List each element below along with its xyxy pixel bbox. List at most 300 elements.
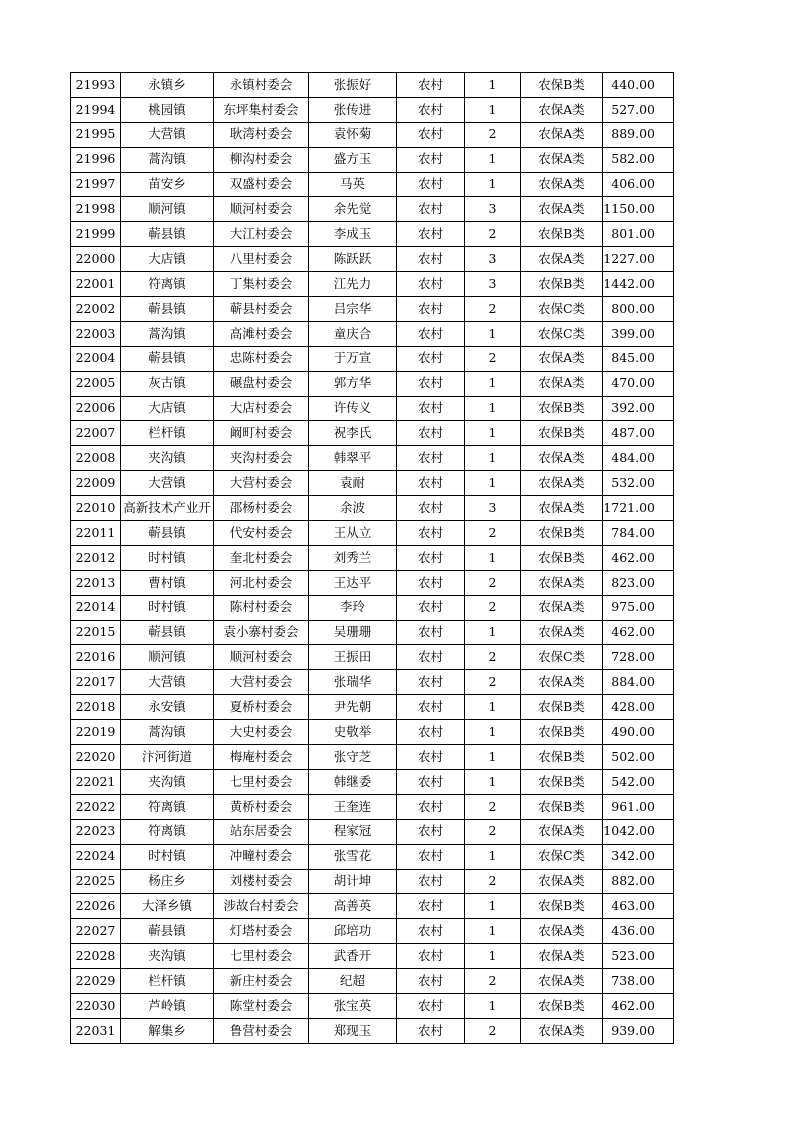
table-row xyxy=(71,122,674,147)
town-cell: 蕲县镇 xyxy=(121,620,214,645)
village-committee-cell: 高滩村委会 xyxy=(214,321,309,346)
record-id-cell: 22012 xyxy=(71,545,121,570)
insurance-category-cell: 农保C类 xyxy=(521,297,603,322)
records-table xyxy=(70,72,674,1044)
village-committee-cell: 八里村委会 xyxy=(214,247,309,272)
household-count-cell: 1 xyxy=(465,894,521,919)
household-type-cell: 农村 xyxy=(397,944,465,969)
household-type-cell: 农村 xyxy=(397,819,465,844)
table-row xyxy=(71,73,674,98)
record-id-cell: 22011 xyxy=(71,521,121,546)
person-name-cell: 郭方华 xyxy=(309,371,397,396)
table-row xyxy=(71,645,674,670)
person-name-cell: 王奎连 xyxy=(309,794,397,819)
record-id-cell: 21994 xyxy=(71,97,121,122)
amount-cell: 1042.00 xyxy=(603,819,674,844)
person-name-cell: 张瑞华 xyxy=(309,670,397,695)
household-count-cell: 1 xyxy=(465,97,521,122)
amount-cell: 342.00 xyxy=(603,844,674,869)
town-cell: 时村镇 xyxy=(121,595,214,620)
household-count-cell: 1 xyxy=(465,919,521,944)
record-id-cell: 21999 xyxy=(71,222,121,247)
village-committee-cell: 永镇村委会 xyxy=(214,73,309,98)
town-cell: 苗安乡 xyxy=(121,172,214,197)
insurance-category-cell: 农保A类 xyxy=(521,147,603,172)
household-type-cell: 农村 xyxy=(397,969,465,994)
household-type-cell: 农村 xyxy=(397,844,465,869)
person-name-cell: 郑现玉 xyxy=(309,1018,397,1043)
insurance-category-cell: 农保A类 xyxy=(521,869,603,894)
table-row xyxy=(71,471,674,496)
town-cell: 符离镇 xyxy=(121,819,214,844)
amount-cell: 463.00 xyxy=(603,894,674,919)
household-count-cell: 1 xyxy=(465,147,521,172)
record-id-cell: 21997 xyxy=(71,172,121,197)
village-committee-cell: 夹沟村委会 xyxy=(214,446,309,471)
insurance-category-cell: 农保B类 xyxy=(521,272,603,297)
insurance-category-cell: 农保A类 xyxy=(521,570,603,595)
amount-cell: 523.00 xyxy=(603,944,674,969)
village-committee-cell: 邵杨村委会 xyxy=(214,496,309,521)
village-committee-cell: 阚町村委会 xyxy=(214,421,309,446)
amount-cell: 527.00 xyxy=(603,97,674,122)
record-id-cell: 22006 xyxy=(71,396,121,421)
amount-cell: 738.00 xyxy=(603,969,674,994)
household-type-cell: 农村 xyxy=(397,545,465,570)
amount-cell: 1721.00 xyxy=(603,496,674,521)
insurance-category-cell: 农保A类 xyxy=(521,97,603,122)
insurance-category-cell: 农保B类 xyxy=(521,396,603,421)
record-id-cell: 22018 xyxy=(71,695,121,720)
town-cell: 时村镇 xyxy=(121,844,214,869)
person-name-cell: 史敬举 xyxy=(309,720,397,745)
record-id-cell: 22004 xyxy=(71,346,121,371)
household-count-cell: 2 xyxy=(465,595,521,620)
village-committee-cell: 奎北村委会 xyxy=(214,545,309,570)
table-row xyxy=(71,969,674,994)
village-committee-cell: 双盛村委会 xyxy=(214,172,309,197)
person-name-cell: 盛方玉 xyxy=(309,147,397,172)
amount-cell: 440.00 xyxy=(603,73,674,98)
household-type-cell: 农村 xyxy=(397,745,465,770)
household-count-cell: 2 xyxy=(465,1018,521,1043)
town-cell: 夹沟镇 xyxy=(121,769,214,794)
insurance-category-cell: 农保A类 xyxy=(521,471,603,496)
table-row xyxy=(71,371,674,396)
insurance-category-cell: 农保B类 xyxy=(521,545,603,570)
amount-cell: 462.00 xyxy=(603,993,674,1018)
amount-cell: 728.00 xyxy=(603,645,674,670)
village-committee-cell: 七里村委会 xyxy=(214,769,309,794)
amount-cell: 542.00 xyxy=(603,769,674,794)
table-row xyxy=(71,172,674,197)
person-name-cell: 童庆合 xyxy=(309,321,397,346)
record-id-cell: 22028 xyxy=(71,944,121,969)
household-count-cell: 1 xyxy=(465,545,521,570)
household-count-cell: 2 xyxy=(465,297,521,322)
household-type-cell: 农村 xyxy=(397,222,465,247)
table-row xyxy=(71,919,674,944)
household-type-cell: 农村 xyxy=(397,446,465,471)
amount-cell: 582.00 xyxy=(603,147,674,172)
town-cell: 符离镇 xyxy=(121,272,214,297)
table-row xyxy=(71,222,674,247)
town-cell: 大营镇 xyxy=(121,670,214,695)
household-count-cell: 1 xyxy=(465,844,521,869)
town-cell: 高新技术产业开 xyxy=(121,496,214,521)
record-id-cell: 22014 xyxy=(71,595,121,620)
table-row xyxy=(71,993,674,1018)
table-row xyxy=(71,496,674,521)
insurance-category-cell: 农保B类 xyxy=(521,794,603,819)
table-row xyxy=(71,446,674,471)
amount-cell: 961.00 xyxy=(603,794,674,819)
household-count-cell: 1 xyxy=(465,446,521,471)
town-cell: 栏杆镇 xyxy=(121,969,214,994)
household-count-cell: 1 xyxy=(465,944,521,969)
table-row xyxy=(71,944,674,969)
record-id-cell: 22025 xyxy=(71,869,121,894)
household-type-cell: 农村 xyxy=(397,97,465,122)
amount-cell: 784.00 xyxy=(603,521,674,546)
amount-cell: 490.00 xyxy=(603,720,674,745)
household-type-cell: 农村 xyxy=(397,595,465,620)
village-committee-cell: 黄桥村委会 xyxy=(214,794,309,819)
amount-cell: 975.00 xyxy=(603,595,674,620)
amount-cell: 462.00 xyxy=(603,545,674,570)
amount-cell: 484.00 xyxy=(603,446,674,471)
town-cell: 蕲县镇 xyxy=(121,297,214,322)
household-count-cell: 2 xyxy=(465,670,521,695)
record-id-cell: 22019 xyxy=(71,720,121,745)
village-committee-cell: 夏桥村委会 xyxy=(214,695,309,720)
person-name-cell: 许传义 xyxy=(309,396,397,421)
village-committee-cell: 鲁营村委会 xyxy=(214,1018,309,1043)
insurance-category-cell: 农保B类 xyxy=(521,73,603,98)
household-count-cell: 2 xyxy=(465,222,521,247)
household-type-cell: 农村 xyxy=(397,645,465,670)
household-count-cell: 3 xyxy=(465,197,521,222)
town-cell: 芦岭镇 xyxy=(121,993,214,1018)
person-name-cell: 张宝英 xyxy=(309,993,397,1018)
household-count-cell: 1 xyxy=(465,172,521,197)
household-type-cell: 农村 xyxy=(397,919,465,944)
town-cell: 大营镇 xyxy=(121,122,214,147)
person-name-cell: 高善英 xyxy=(309,894,397,919)
insurance-category-cell: 农保A类 xyxy=(521,944,603,969)
insurance-category-cell: 农保A类 xyxy=(521,919,603,944)
household-count-cell: 2 xyxy=(465,969,521,994)
household-count-cell: 1 xyxy=(465,471,521,496)
insurance-category-cell: 农保B类 xyxy=(521,745,603,770)
table-row xyxy=(71,346,674,371)
amount-cell: 1227.00 xyxy=(603,247,674,272)
record-id-cell: 22023 xyxy=(71,819,121,844)
village-committee-cell: 大史村委会 xyxy=(214,720,309,745)
person-name-cell: 张振好 xyxy=(309,73,397,98)
town-cell: 蒿沟镇 xyxy=(121,147,214,172)
village-committee-cell: 耿湾村委会 xyxy=(214,122,309,147)
village-committee-cell: 陈堂村委会 xyxy=(214,993,309,1018)
household-type-cell: 农村 xyxy=(397,421,465,446)
person-name-cell: 吕宗华 xyxy=(309,297,397,322)
household-count-cell: 2 xyxy=(465,794,521,819)
person-name-cell: 袁耐 xyxy=(309,471,397,496)
insurance-category-cell: 农保B类 xyxy=(521,894,603,919)
table-row xyxy=(71,97,674,122)
table-row xyxy=(71,745,674,770)
village-committee-cell: 大营村委会 xyxy=(214,471,309,496)
table-row xyxy=(71,794,674,819)
town-cell: 永镇乡 xyxy=(121,73,214,98)
insurance-category-cell: 农保A类 xyxy=(521,446,603,471)
town-cell: 汴河街道 xyxy=(121,745,214,770)
household-count-cell: 1 xyxy=(465,421,521,446)
village-committee-cell: 顺河村委会 xyxy=(214,197,309,222)
table-row xyxy=(71,421,674,446)
person-name-cell: 张雪花 xyxy=(309,844,397,869)
record-id-cell: 22007 xyxy=(71,421,121,446)
record-id-cell: 22026 xyxy=(71,894,121,919)
household-count-cell: 1 xyxy=(465,993,521,1018)
insurance-category-cell: 农保C类 xyxy=(521,844,603,869)
household-count-cell: 1 xyxy=(465,745,521,770)
person-name-cell: 武香开 xyxy=(309,944,397,969)
table-row xyxy=(71,720,674,745)
town-cell: 杨庄乡 xyxy=(121,869,214,894)
amount-cell: 882.00 xyxy=(603,869,674,894)
village-committee-cell: 蕲县村委会 xyxy=(214,297,309,322)
table-row xyxy=(71,844,674,869)
insurance-category-cell: 农保A类 xyxy=(521,122,603,147)
person-name-cell: 李玲 xyxy=(309,595,397,620)
person-name-cell: 马英 xyxy=(309,172,397,197)
household-type-cell: 农村 xyxy=(397,272,465,297)
household-count-cell: 2 xyxy=(465,570,521,595)
insurance-category-cell: 农保A类 xyxy=(521,819,603,844)
village-committee-cell: 大营村委会 xyxy=(214,670,309,695)
household-count-cell: 1 xyxy=(465,73,521,98)
person-name-cell: 胡计坤 xyxy=(309,869,397,894)
town-cell: 永安镇 xyxy=(121,695,214,720)
household-type-cell: 农村 xyxy=(397,769,465,794)
amount-cell: 470.00 xyxy=(603,371,674,396)
amount-cell: 889.00 xyxy=(603,122,674,147)
insurance-category-cell: 农保B类 xyxy=(521,993,603,1018)
village-committee-cell: 忠陈村委会 xyxy=(214,346,309,371)
household-count-cell: 2 xyxy=(465,869,521,894)
person-name-cell: 余波 xyxy=(309,496,397,521)
person-name-cell: 刘秀兰 xyxy=(309,545,397,570)
person-name-cell: 尹先朝 xyxy=(309,695,397,720)
person-name-cell: 余先觉 xyxy=(309,197,397,222)
household-type-cell: 农村 xyxy=(397,147,465,172)
village-committee-cell: 丁集村委会 xyxy=(214,272,309,297)
insurance-category-cell: 农保A类 xyxy=(521,346,603,371)
record-id-cell: 22003 xyxy=(71,321,121,346)
insurance-category-cell: 农保A类 xyxy=(521,620,603,645)
household-type-cell: 农村 xyxy=(397,371,465,396)
household-type-cell: 农村 xyxy=(397,122,465,147)
table-row xyxy=(71,620,674,645)
household-type-cell: 农村 xyxy=(397,993,465,1018)
insurance-category-cell: 农保B类 xyxy=(521,695,603,720)
household-count-cell: 2 xyxy=(465,122,521,147)
village-committee-cell: 柳沟村委会 xyxy=(214,147,309,172)
household-type-cell: 农村 xyxy=(397,247,465,272)
record-id-cell: 22015 xyxy=(71,620,121,645)
insurance-category-cell: 农保A类 xyxy=(521,197,603,222)
town-cell: 大店镇 xyxy=(121,396,214,421)
record-id-cell: 21995 xyxy=(71,122,121,147)
record-id-cell: 22031 xyxy=(71,1018,121,1043)
amount-cell: 436.00 xyxy=(603,919,674,944)
record-id-cell: 22001 xyxy=(71,272,121,297)
person-name-cell: 张守芝 xyxy=(309,745,397,770)
household-count-cell: 1 xyxy=(465,620,521,645)
amount-cell: 823.00 xyxy=(603,570,674,595)
village-committee-cell: 代安村委会 xyxy=(214,521,309,546)
record-id-cell: 21996 xyxy=(71,147,121,172)
record-id-cell: 22009 xyxy=(71,471,121,496)
person-name-cell: 吴珊珊 xyxy=(309,620,397,645)
amount-cell: 462.00 xyxy=(603,620,674,645)
table-row xyxy=(71,570,674,595)
record-id-cell: 21998 xyxy=(71,197,121,222)
insurance-category-cell: 农保A类 xyxy=(521,247,603,272)
household-type-cell: 农村 xyxy=(397,670,465,695)
town-cell: 解集乡 xyxy=(121,1018,214,1043)
town-cell: 夹沟镇 xyxy=(121,446,214,471)
person-name-cell: 韩继委 xyxy=(309,769,397,794)
person-name-cell: 韩翠平 xyxy=(309,446,397,471)
town-cell: 灰古镇 xyxy=(121,371,214,396)
record-id-cell: 22027 xyxy=(71,919,121,944)
amount-cell: 801.00 xyxy=(603,222,674,247)
village-committee-cell: 梅庵村委会 xyxy=(214,745,309,770)
amount-cell: 487.00 xyxy=(603,421,674,446)
town-cell: 符离镇 xyxy=(121,794,214,819)
record-id-cell: 22029 xyxy=(71,969,121,994)
insurance-category-cell: 农保C类 xyxy=(521,321,603,346)
village-committee-cell: 袁小寨村委会 xyxy=(214,620,309,645)
household-count-cell: 3 xyxy=(465,272,521,297)
amount-cell: 1150.00 xyxy=(603,197,674,222)
village-committee-cell: 陈村村委会 xyxy=(214,595,309,620)
table-row xyxy=(71,1018,674,1043)
town-cell: 时村镇 xyxy=(121,545,214,570)
household-type-cell: 农村 xyxy=(397,396,465,421)
village-committee-cell: 大店村委会 xyxy=(214,396,309,421)
town-cell: 桃园镇 xyxy=(121,97,214,122)
village-committee-cell: 碾盘村委会 xyxy=(214,371,309,396)
insurance-category-cell: 农保B类 xyxy=(521,222,603,247)
town-cell: 曹村镇 xyxy=(121,570,214,595)
amount-cell: 399.00 xyxy=(603,321,674,346)
insurance-category-cell: 农保A类 xyxy=(521,496,603,521)
insurance-category-cell: 农保A类 xyxy=(521,670,603,695)
table-row xyxy=(71,521,674,546)
household-type-cell: 农村 xyxy=(397,321,465,346)
insurance-category-cell: 农保B类 xyxy=(521,421,603,446)
record-id-cell: 22021 xyxy=(71,769,121,794)
village-committee-cell: 站东居委会 xyxy=(214,819,309,844)
town-cell: 蕲县镇 xyxy=(121,521,214,546)
town-cell: 大营镇 xyxy=(121,471,214,496)
household-count-cell: 2 xyxy=(465,819,521,844)
village-committee-cell: 冲疃村委会 xyxy=(214,844,309,869)
amount-cell: 406.00 xyxy=(603,172,674,197)
town-cell: 蕲县镇 xyxy=(121,919,214,944)
village-committee-cell: 河北村委会 xyxy=(214,570,309,595)
record-id-cell: 22016 xyxy=(71,645,121,670)
town-cell: 大店镇 xyxy=(121,247,214,272)
person-name-cell: 王从立 xyxy=(309,521,397,546)
person-name-cell: 程家冠 xyxy=(309,819,397,844)
record-id-cell: 22002 xyxy=(71,297,121,322)
town-cell: 蕲县镇 xyxy=(121,222,214,247)
record-id-cell: 22013 xyxy=(71,570,121,595)
household-count-cell: 1 xyxy=(465,396,521,421)
person-name-cell: 李成玉 xyxy=(309,222,397,247)
household-count-cell: 1 xyxy=(465,720,521,745)
household-type-cell: 农村 xyxy=(397,297,465,322)
household-type-cell: 农村 xyxy=(397,521,465,546)
household-count-cell: 1 xyxy=(465,371,521,396)
insurance-category-cell: 农保A类 xyxy=(521,969,603,994)
record-id-cell: 22000 xyxy=(71,247,121,272)
village-committee-cell: 东坪集村委会 xyxy=(214,97,309,122)
person-name-cell: 袁怀菊 xyxy=(309,122,397,147)
record-id-cell: 22024 xyxy=(71,844,121,869)
village-committee-cell: 七里村委会 xyxy=(214,944,309,969)
record-id-cell: 21993 xyxy=(71,73,121,98)
town-cell: 夹沟镇 xyxy=(121,944,214,969)
insurance-category-cell: 农保A类 xyxy=(521,172,603,197)
amount-cell: 502.00 xyxy=(603,745,674,770)
town-cell: 蕲县镇 xyxy=(121,346,214,371)
person-name-cell: 王达平 xyxy=(309,570,397,595)
table-row xyxy=(71,894,674,919)
village-committee-cell: 刘楼村委会 xyxy=(214,869,309,894)
table-row xyxy=(71,272,674,297)
record-id-cell: 22008 xyxy=(71,446,121,471)
household-type-cell: 农村 xyxy=(397,197,465,222)
table-row xyxy=(71,321,674,346)
table-row xyxy=(71,869,674,894)
table-row xyxy=(71,545,674,570)
record-id-cell: 22005 xyxy=(71,371,121,396)
table-row xyxy=(71,197,674,222)
household-type-cell: 农村 xyxy=(397,1018,465,1043)
village-committee-cell: 顺河村委会 xyxy=(214,645,309,670)
household-type-cell: 农村 xyxy=(397,73,465,98)
insurance-category-cell: 农保B类 xyxy=(521,720,603,745)
household-type-cell: 农村 xyxy=(397,172,465,197)
amount-cell: 392.00 xyxy=(603,396,674,421)
amount-cell: 428.00 xyxy=(603,695,674,720)
amount-cell: 884.00 xyxy=(603,670,674,695)
person-name-cell: 邱培功 xyxy=(309,919,397,944)
household-count-cell: 3 xyxy=(465,247,521,272)
town-cell: 大泽乡镇 xyxy=(121,894,214,919)
record-id-cell: 22017 xyxy=(71,670,121,695)
person-name-cell: 张传进 xyxy=(309,97,397,122)
town-cell: 蒿沟镇 xyxy=(121,720,214,745)
table-row xyxy=(71,670,674,695)
household-type-cell: 农村 xyxy=(397,720,465,745)
village-committee-cell: 大江村委会 xyxy=(214,222,309,247)
